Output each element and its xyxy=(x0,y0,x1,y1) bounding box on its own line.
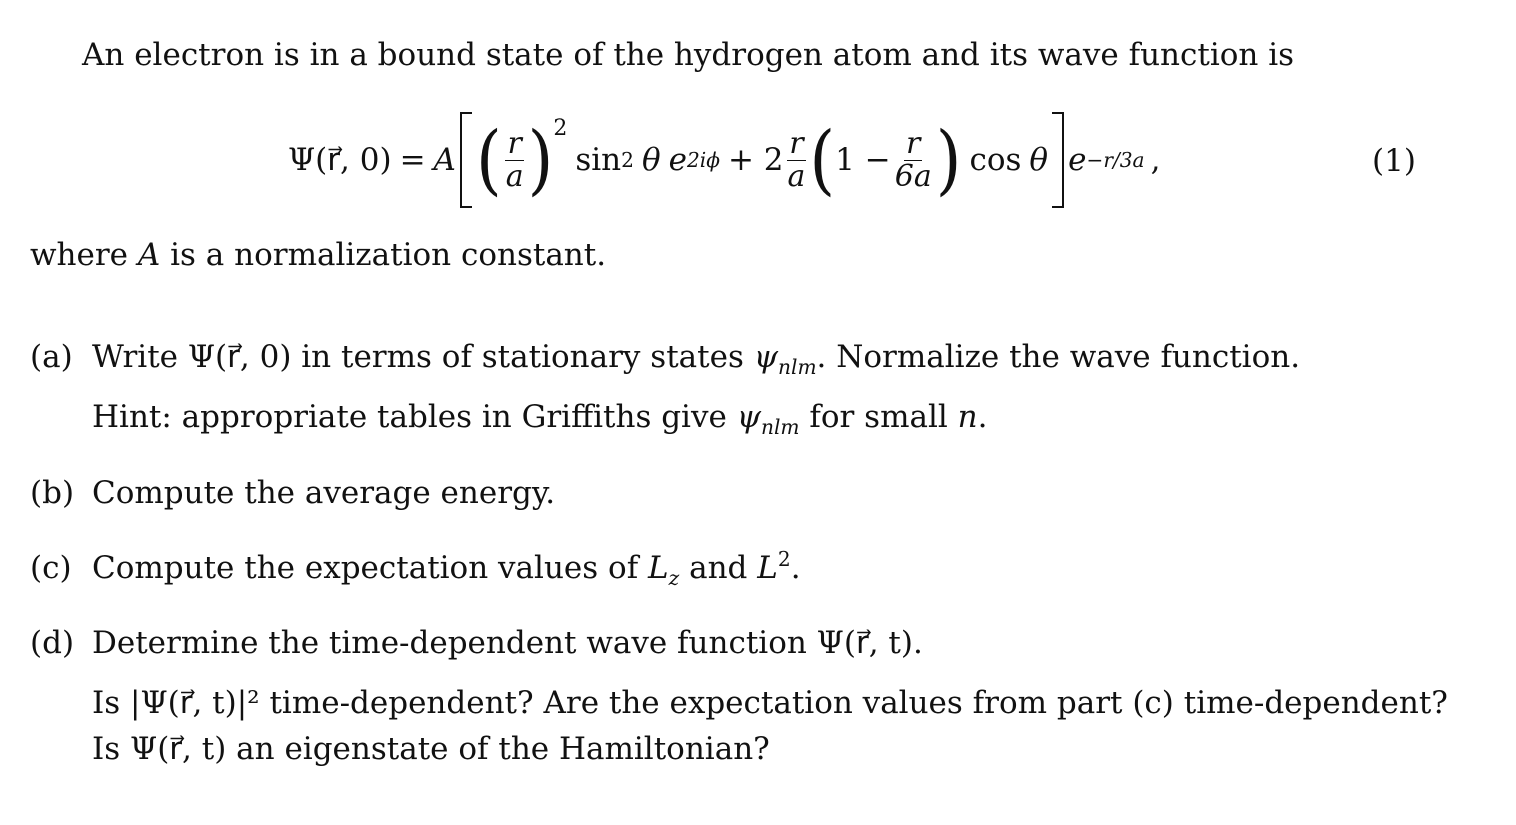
item-a-label: (a) xyxy=(30,339,73,375)
eq-left-paren-2: ( xyxy=(809,115,836,204)
eq-sin: sin xyxy=(575,142,622,178)
eq-e: e xyxy=(668,142,687,178)
eq-frac2-den: 6a xyxy=(894,158,932,194)
equation-1: Ψ(r⃗, 0) = A ( $\frac{r}{a}$ ) 2 sin 2 θ e 2iϕ + 2 $\frac{r}{a}$ ( 1 − $\frac{r}{6a}$ ) cos θ e −r/3a , xyxy=(288,110,1160,210)
eq-right-bracket xyxy=(1052,112,1064,208)
where-text: where A is a normalization constant. xyxy=(30,237,607,273)
eq-left-paren: ( xyxy=(475,115,502,204)
eq-plus-two: + 2 xyxy=(727,142,784,178)
eq-one-minus: 1 − xyxy=(835,142,891,178)
eq-coef: A xyxy=(433,142,456,178)
eq-right-paren-2: ) xyxy=(935,115,962,204)
eq-fraction-r-over-a xyxy=(504,128,526,192)
item-b-label: (b) xyxy=(30,475,75,511)
eq-frac-num: r xyxy=(507,126,522,161)
item-a-hint: Hint: appropriate tables in Griffiths give $\psi_{nlm}$ for small n. xyxy=(92,399,988,440)
intro-text: An electron is in a bound state of the hydrogen atom and its wave function is xyxy=(82,37,1295,73)
item-d-line3: Is Ψ(r⃗, t) an eigenstate of the Hamiltonian? xyxy=(92,731,770,767)
item-a-text: Write Ψ(r⃗, 0) in terms of stationary states $\psi_{nlm}$. Normalize the wave function. xyxy=(92,339,1301,380)
eq-fraction-r-over-a-2: $\frac{r}{a}$ xyxy=(787,126,806,194)
eq-lhs: Ψ(r⃗, 0) xyxy=(288,142,392,178)
eq-left-bracket xyxy=(460,112,472,208)
equation-number: (1) xyxy=(1372,143,1416,179)
eq-fraction-r-over-6a: $\frac{r}{6a}$ xyxy=(894,126,932,194)
item-d-line2: Is |Ψ(r⃗, t)|² time-dependent? Are the expectation values from part (c) time-dependent? xyxy=(92,685,1448,721)
item-d-line1: Determine the time-dependent wave function Ψ(r⃗, t). xyxy=(92,625,923,661)
item-d-label: (d) xyxy=(30,625,75,661)
eq-theta: θ xyxy=(641,142,661,178)
item-c-text: Compute the expectation values of $L_z$ and $L^2$. xyxy=(92,546,801,591)
eq-frac-den: a xyxy=(505,158,524,194)
item-c-label: (c) xyxy=(30,550,72,586)
eq-comma: , xyxy=(1150,142,1161,178)
eq-equals: = xyxy=(399,142,426,178)
eq-square-exponent: 2 xyxy=(553,116,568,141)
eq-right-paren: ) xyxy=(527,115,554,204)
eq-cos: cos xyxy=(969,142,1022,178)
item-b-text: Compute the average energy. xyxy=(92,475,556,511)
